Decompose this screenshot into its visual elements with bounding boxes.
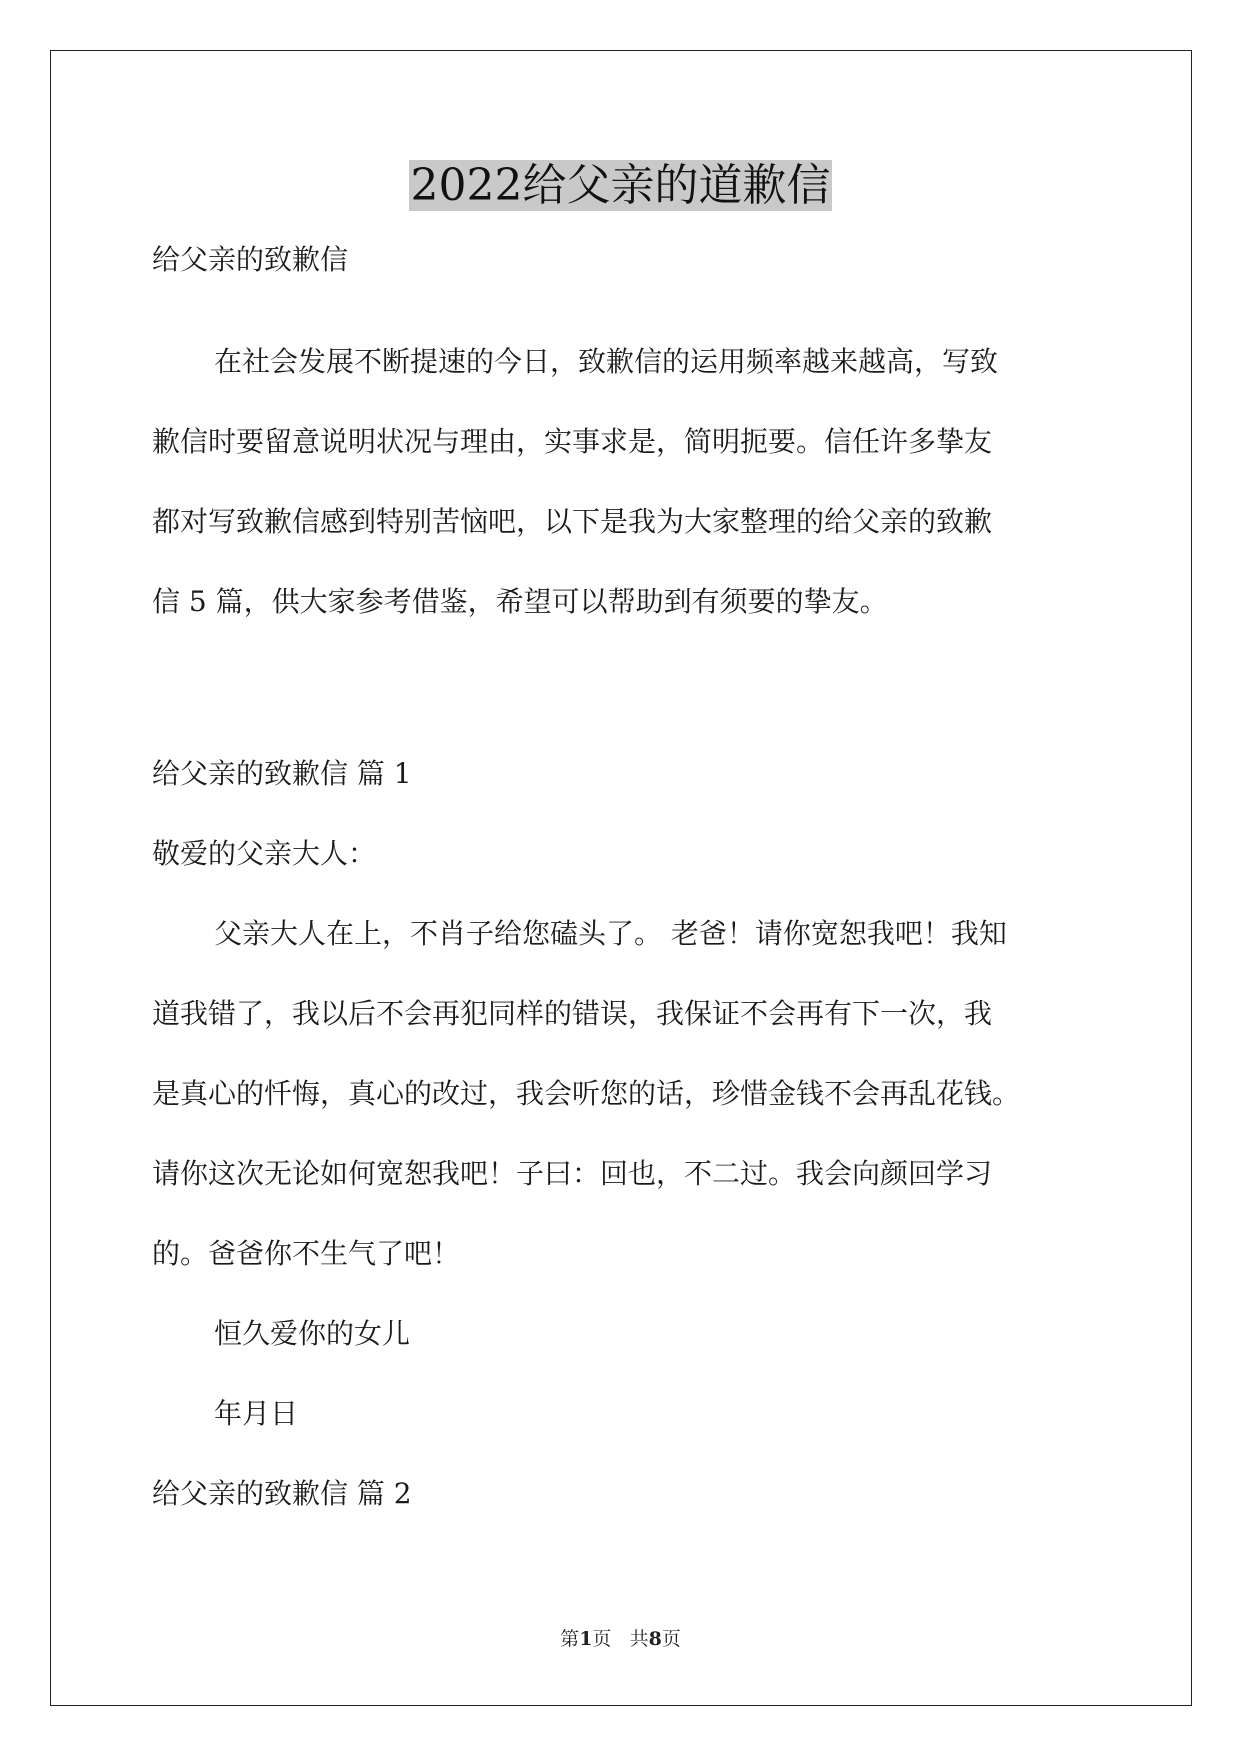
date-line: 年月日 — [214, 1397, 299, 1430]
page-border — [50, 50, 1192, 1706]
intro-line: 都对写致歉信感到特别苦恼吧，以下是我为大家整理的给父亲的致歉 — [152, 505, 993, 538]
subtitle: 给父亲的致歉信 — [152, 243, 349, 276]
total-pages: 8 — [648, 1628, 662, 1650]
body-line: 的。爸爸你不生气了吧！ — [152, 1237, 461, 1270]
page-suffix: 页 — [592, 1628, 612, 1650]
body-line: 请你这次无论如何宽恕我吧！子曰：回也，不二过。我会向颜回学习 — [152, 1157, 993, 1190]
total-prefix: 共 — [629, 1628, 649, 1650]
intro-line: 歉信时要留意说明状况与理由，实事求是，简明扼要。信任许多挚友 — [152, 425, 993, 458]
signature: 恒久爱你的女儿 — [214, 1317, 411, 1350]
section-heading-1: 给父亲的致歉信 篇 1 — [152, 757, 412, 790]
salutation: 敬爱的父亲大人： — [152, 837, 377, 870]
section-heading-2: 给父亲的致歉信 篇 2 — [152, 1477, 412, 1510]
intro-line: 信 5 篇，供大家参考借鉴，希望可以帮助到有须要的挚友。 — [152, 585, 888, 618]
body-line: 父亲大人在上，不肖子给您磕头了。 老爸！请你宽恕我吧！我知 — [214, 917, 1007, 950]
total-suffix: 页 — [661, 1628, 681, 1650]
document-title: 2022给父亲的道歉信 — [410, 160, 831, 211]
body-line: 是真心的忏悔，真心的改过，我会听您的话，珍惜金钱不会再乱花钱。 — [152, 1077, 1021, 1110]
intro-line: 在社会发展不断提速的今日，致歉信的运用频率越来越高，写致 — [214, 345, 999, 378]
page-footer — [0, 1624, 1241, 1651]
page-number: 1 — [579, 1628, 593, 1650]
body-line: 道我错了，我以后不会再犯同样的错误，我保证不会再有下一次，我 — [152, 997, 993, 1030]
page-prefix: 第 — [560, 1628, 580, 1650]
